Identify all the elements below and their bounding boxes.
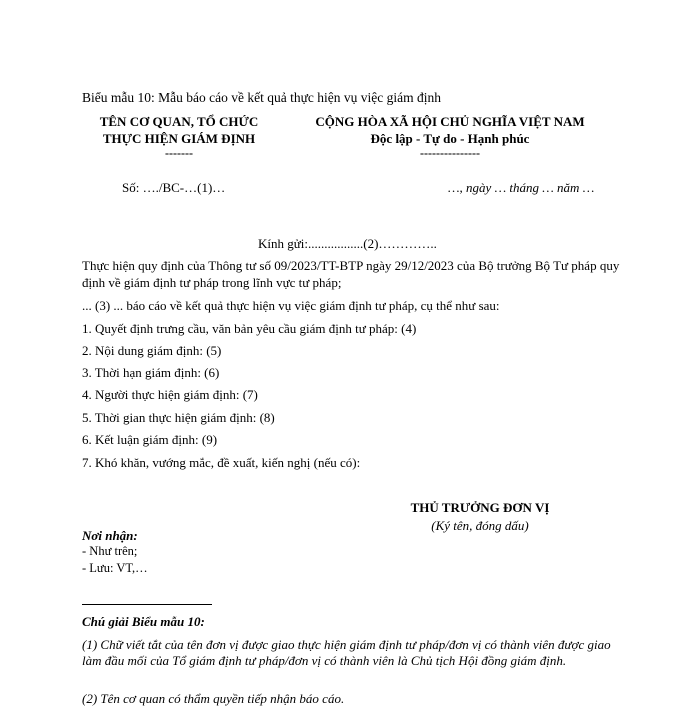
agency-name-line2: THỰC HIỆN GIÁM ĐỊNH <box>102 131 256 146</box>
list-item: 2. Nội dung giám định: (5) <box>82 343 222 358</box>
date-place-line: …, ngày … tháng … năm … <box>448 180 595 195</box>
list-item: 4. Người thực hiện giám định: (7) <box>82 387 258 402</box>
list-item: 5. Thời gian thực hiện giám định: (8) <box>82 410 275 425</box>
national-title: CỘNG HÒA XÃ HỘI CHỦ NGHĨA VIỆT NAM <box>315 114 585 129</box>
agency-rule: ------- <box>165 146 193 160</box>
document-number: Số: …./BC-…(1)… <box>122 180 226 195</box>
notes-title: Chú giải Biểu mẫu 10: <box>82 614 205 629</box>
list-item: 7. Khó khăn, vướng mắc, đề xuất, kiến nghị (nếu có): <box>82 455 361 470</box>
agency-name-line1: TÊN CƠ QUAN, TỔ CHỨC <box>99 114 259 129</box>
lead-paragraph: ... (3) ... báo cáo về kết quả thực hiện vụ việc giám định tư pháp, cụ thể như sau: <box>82 298 500 313</box>
list-item: 6. Kết luận giám định: (9) <box>82 432 218 447</box>
footnote-divider <box>82 604 212 605</box>
national-rule: --------------- <box>420 146 480 160</box>
note-item: (1) Chữ viết tắt của tên đơn vị được giao thực hiện giám định tư pháp/đơn vị có thành viên được giao làm đầu mối của Tổ giám định tư pháp/đơn vị có thành viên là Chủ tịch Hội đồng giám định. <box>82 637 611 668</box>
intro-paragraph: Thực hiện quy định của Thông tư số 09/2023/TT-BTP ngày 29/12/2023 của Bộ trưởng Bộ Tư pháp quy định về giám định tư pháp trong lĩnh vực tư pháp; <box>82 258 620 290</box>
recipient-line: - Như trên; <box>82 544 138 558</box>
form-title: Biểu mẫu 10: Mẫu báo cáo về kết quả thực hiện vụ việc giám định <box>82 90 441 105</box>
list-item: 3. Thời hạn giám định: (6) <box>82 365 220 380</box>
note-item: (2) Tên cơ quan có thẩm quyền tiếp nhận báo cáo. <box>82 691 345 706</box>
list-item: 1. Quyết định trưng cầu, văn bản yêu cầu giám định tư pháp: (4) <box>82 321 417 336</box>
signer-note: (Ký tên, đóng dấu) <box>431 518 529 533</box>
national-motto: Độc lập - Tự do - Hạnh phúc <box>370 131 530 146</box>
addressee-line: Kính gửi:.................(2)………….. <box>258 236 437 251</box>
recipients-label: Nơi nhận: <box>82 528 138 543</box>
signer-title: THỦ TRƯỞNG ĐƠN VỊ <box>410 500 550 515</box>
recipient-line: - Lưu: VT,… <box>82 561 148 575</box>
